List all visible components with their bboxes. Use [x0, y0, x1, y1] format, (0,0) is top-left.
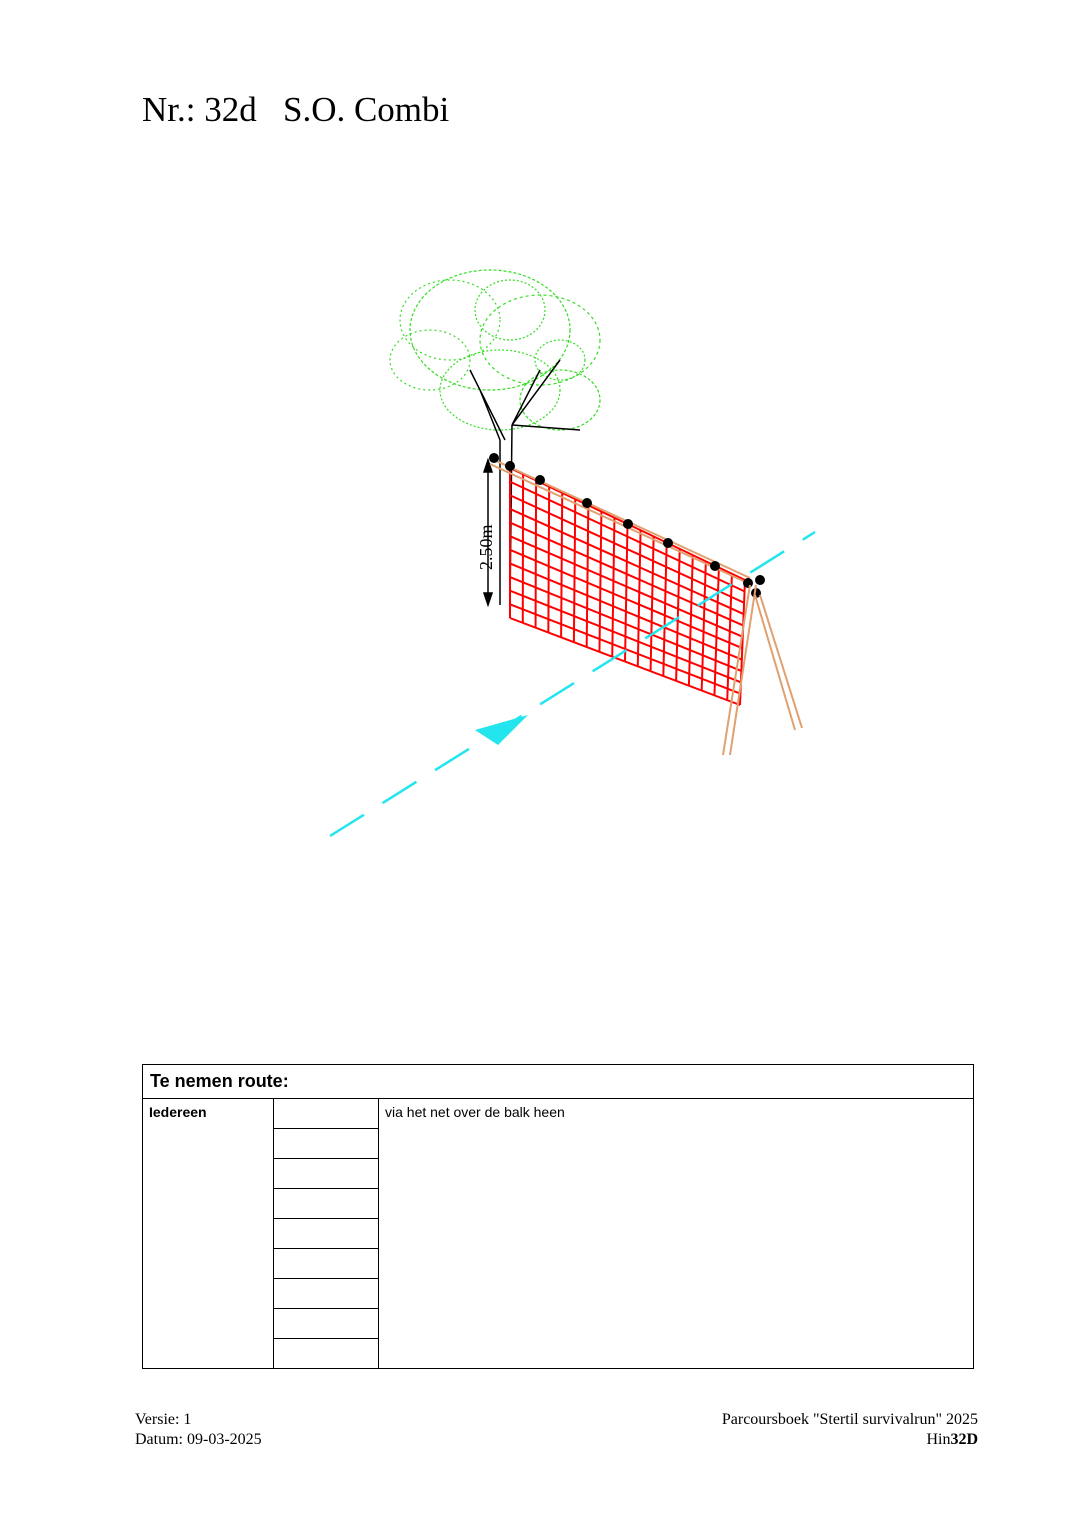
net-line [714, 568, 718, 696]
footer-code-number: 32D [950, 1431, 978, 1448]
footer-date: Datum: 09-03-2025 [135, 1431, 262, 1448]
route-table-header: Te nemen route: [143, 1065, 974, 1099]
page-title: Nr.: 32d S.O. Combi [142, 90, 450, 129]
route-cell [274, 1099, 379, 1129]
footer-right [722, 1410, 978, 1450]
net-line [638, 530, 641, 666]
footer-left [135, 1410, 262, 1450]
route-who: Iedereen [143, 1099, 274, 1369]
net-line [702, 561, 706, 690]
route-table [142, 1064, 974, 1369]
route-cell [274, 1219, 379, 1249]
net-line [548, 487, 549, 633]
obstacle-drawing [300, 250, 840, 850]
route-cell [274, 1309, 379, 1339]
net-line [689, 555, 693, 686]
tree-foliage [390, 270, 600, 430]
footer-code-prefix: Hin [926, 1431, 951, 1448]
route-cell [274, 1279, 379, 1309]
net-line [651, 536, 654, 671]
route-cell [274, 1189, 379, 1219]
height-label: 2.50m [476, 524, 496, 570]
route-cell [274, 1339, 379, 1369]
route-cell [274, 1159, 379, 1189]
net-line [676, 549, 680, 681]
net-line [727, 574, 732, 700]
footer-version: Versie: 1 [135, 1411, 192, 1428]
footer-code [722, 1430, 978, 1450]
net-line [625, 524, 628, 662]
net-line [587, 505, 589, 647]
net-line [561, 493, 562, 637]
footer-book: Parcoursboek "Stertil survivalrun" 2025 [721, 1411, 978, 1428]
net-line [536, 480, 537, 627]
net-line [599, 512, 601, 652]
cargo-net [510, 468, 745, 705]
route-cell [274, 1249, 379, 1279]
net-line [574, 499, 575, 642]
net-line [663, 543, 666, 676]
route-arrowhead [475, 715, 528, 745]
route-description: via het net over de balk heen [379, 1099, 974, 1369]
route-cell [274, 1129, 379, 1159]
net-line [612, 518, 614, 657]
